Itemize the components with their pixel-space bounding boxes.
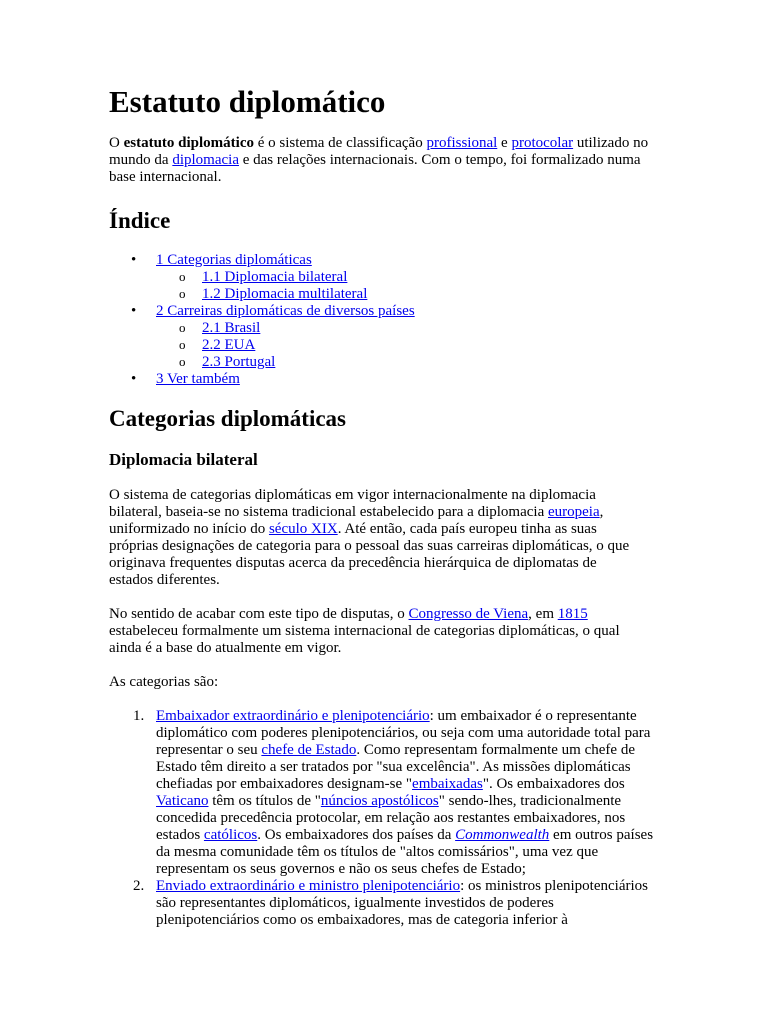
toc-item [109, 303, 669, 371]
section-heading-categorias: Categorias diplomáticas [109, 406, 347, 431]
link-chefe-de-estado[interactable]: chefe de Estado [261, 742, 357, 758]
page-title: Estatuto diplomático [109, 84, 386, 119]
link-catolicos[interactable]: católicos [203, 827, 258, 843]
toc-item [109, 371, 669, 388]
link-embaixador[interactable]: Embaixador extraordinário e plenipotenciário [156, 708, 430, 724]
document-page [109, 84, 669, 929]
link-protocolar[interactable]: protocolar [511, 135, 574, 151]
list-item: 2. Enviado extraordinário e ministro plenipotenciário: os ministros plenipotenciários são representantes diplomáticos, igualmente investidos de poderes plenipotenciários como os embaixadores, mas de categoria inferior à [133, 878, 648, 928]
toc-link-portugal[interactable]: 2.3 Portugal [202, 354, 276, 370]
toc-subitem [156, 320, 669, 337]
toc-link-eua[interactable]: 2.2 EUA [202, 337, 256, 353]
toc-subitem [156, 286, 669, 303]
table-of-contents [109, 252, 669, 388]
toc-link-ver-tambem[interactable]: 3 Ver também [156, 371, 240, 387]
toc-subitem [156, 337, 669, 354]
link-vaticano[interactable]: Vaticano [156, 793, 209, 809]
link-congresso-de-viena[interactable]: Congresso de Viena [408, 606, 529, 622]
subsection-heading-bilateral: Diplomacia bilateral [109, 450, 258, 469]
link-1815[interactable]: 1815 [557, 606, 588, 622]
link-seculo-xix[interactable]: século XIX [268, 521, 338, 537]
toc-heading: Índice [109, 208, 171, 233]
toc-subitem [156, 354, 669, 371]
bilateral-paragraph-1: O sistema de categorias diplomáticas em vigor internacionalmente na diplomacia bilateral, baseia-se no sistema tradicional estabelecido para a diplomacia europeia, uniformizado no início do século XIX. Até então, cada país europeu tinha as suas próprias designações de categoria para o pessoal das suas carreiras diplomáticas, o que originava frequentes disputas acerca da precedência hierárquica de diplomatas de estados diferentes. [109, 487, 630, 588]
categories-intro: As categorias são: [109, 674, 219, 690]
bilateral-paragraph-2: No sentido de acabar com este tipo de disputas, o Congresso de Viena, em 1815 estabeleceu formalmente um sistema internacional de categorias diplomáticas, o qual ainda é a base do atualmente em vigor. [109, 606, 620, 656]
toc-link-multilateral[interactable]: 1.2 Diplomacia multilateral [202, 286, 368, 302]
toc-link-bilateral[interactable]: 1.1 Diplomacia bilateral [202, 269, 348, 285]
categories-list [109, 708, 657, 929]
link-commonwealth[interactable]: Commonwealth [455, 827, 550, 843]
link-enviado-extraordinario[interactable]: Enviado extraordinário e ministro plenipotenciário [156, 878, 461, 894]
toc-link-categorias[interactable]: 1 Categorias diplomáticas [156, 252, 312, 268]
toc-item [109, 252, 669, 303]
link-embaixadas[interactable]: embaixadas [412, 776, 483, 792]
link-europeia[interactable]: europeia [547, 504, 600, 520]
link-profissional[interactable]: profissional [426, 135, 498, 151]
toc-link-carreiras[interactable]: 2 Carreiras diplomáticas de diversos países [156, 303, 415, 319]
link-diplomacia[interactable]: diplomacia [172, 152, 239, 168]
intro-paragraph: O estatuto diplomático é o sistema de classificação profissional e protocolar utilizado no mundo da diplomacia e das relações internacionais. Com o tempo, foi formalizado numa base internacional. [109, 135, 649, 185]
list-item: 1. Embaixador extraordinário e plenipotenciário: um embaixador é o representante diplomático com poderes plenipotenciários, ou seja com uma autoridade total para representar o seu chefe de Estado. Como representam formalmente um chefe de Estado têm direito a ser tratados por "sua excelência". As missões diplomáticas chefiadas por embaixadores designam-se "embaixadas". Os embaixadores dos Vaticano têm os títulos de "núncios apostólicos" sendo-lhes, tradicionalmente concedida precedência protocolar, em relação aos restantes embaixadores, nos estados católicos. Os embaixadores dos países da Commonwealth em outros países da mesma comunidade têm os títulos de "altos comissários", uma vez que representam os seus governos e não os seus chefes de Estado; [133, 708, 654, 877]
toc-link-brasil[interactable]: 2.1 Brasil [202, 320, 261, 336]
toc-subitem [156, 269, 669, 286]
link-nuncios-apostolicos[interactable]: núncios apostólicos [320, 793, 439, 809]
